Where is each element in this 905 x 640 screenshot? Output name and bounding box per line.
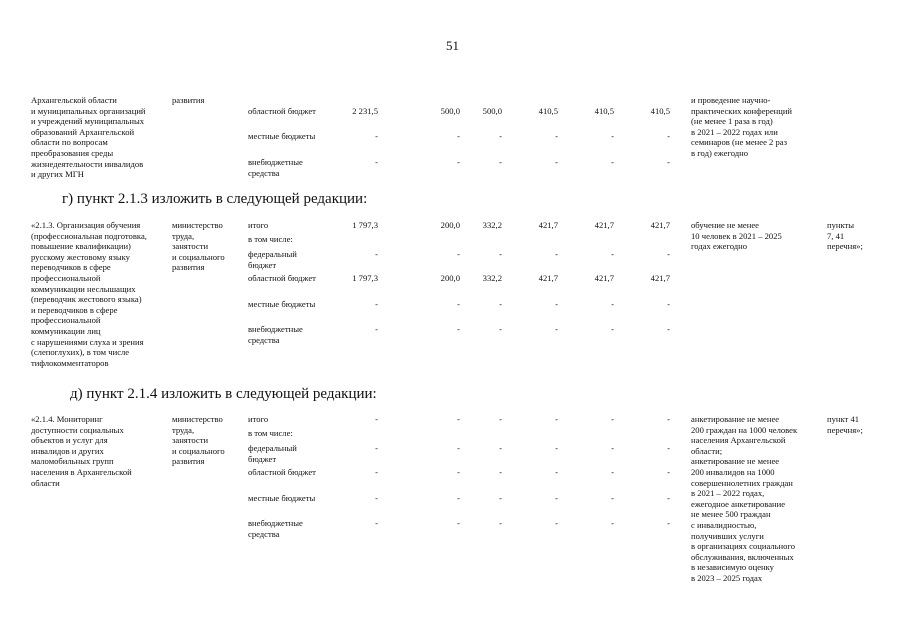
funding-value: -	[611, 324, 614, 334]
section-heading: г) пункт 2.1.3 изложить в следующей редакции:	[62, 191, 368, 207]
funding-value: -	[457, 414, 460, 424]
funding-value: -	[667, 157, 670, 167]
funding-value: -	[667, 467, 670, 477]
event-description-line: маломобильных групп	[31, 456, 114, 467]
funding-source-label: областной бюджет	[248, 106, 316, 116]
funding-value: -	[667, 299, 670, 309]
expected-result-line: в независимую оценку	[691, 562, 774, 573]
funding-value: -	[457, 493, 460, 503]
funding-value: 332,2	[482, 273, 502, 283]
funding-value: -	[457, 131, 460, 141]
event-description-line: «2.1.3. Организация обучения	[31, 220, 141, 230]
funding-value: -	[375, 467, 378, 477]
funding-source-label: федеральный бюджет	[248, 443, 297, 464]
funding-value: -	[499, 414, 502, 424]
executor-line: развития	[172, 95, 205, 105]
section-heading: д) пункт 2.1.4 изложить в следующей редакции:	[70, 386, 377, 402]
funding-value: -	[611, 467, 614, 477]
funding-value: 421,7	[538, 273, 558, 283]
funding-value: -	[667, 443, 670, 453]
expected-result-line: не менее 500 граждан	[691, 509, 771, 520]
funding-value: -	[611, 249, 614, 259]
expected-result-line: (не менее 1 раза в год)	[691, 116, 773, 127]
funding-value: -	[499, 299, 502, 309]
event-description-line: преобразования среды	[31, 148, 114, 158]
event-description-line: жизнедеятельности инвалидов	[31, 158, 144, 169]
page-number: 51	[446, 38, 459, 53]
executor-line: развития	[172, 456, 205, 467]
note-line: перечня»;	[827, 424, 863, 435]
funding-value: -	[499, 467, 502, 477]
event-description-line: и муниципальных организаций	[31, 105, 146, 116]
expected-result-line: населения Архангельской	[691, 435, 786, 446]
funding-value: -	[611, 157, 614, 167]
funding-value: -	[499, 518, 502, 528]
funding-source-label: внебюджетные средства	[248, 324, 303, 345]
funding-source-label: внебюджетные средства	[248, 157, 303, 178]
event-description-line: и других МГН	[31, 169, 84, 180]
funding-value: -	[555, 131, 558, 141]
funding-value: -	[555, 324, 558, 334]
event-description-line: области	[31, 477, 60, 488]
executor-line: и социального	[172, 251, 225, 262]
event-description-line: доступности социальных	[31, 424, 124, 435]
funding-value: 421,7	[594, 273, 614, 283]
funding-value: 200,0	[440, 220, 460, 230]
expected-result-line: 200 инвалидов на 1000	[691, 467, 775, 477]
funding-value: 421,7	[650, 273, 670, 283]
event-description-line: (переводчик жестового языка)	[31, 294, 142, 305]
funding-value: -	[375, 157, 378, 167]
funding-value: 410,5	[594, 106, 614, 116]
executor-line: труда,	[172, 230, 195, 241]
event-description-line: области по вопросам	[31, 137, 108, 148]
funding-source-label: областной бюджет	[248, 273, 316, 283]
funding-value: -	[555, 493, 558, 503]
funding-value: 2 231,5	[352, 106, 378, 116]
expected-result-line: области;	[691, 445, 723, 456]
expected-result-line: в 2021 – 2022 годах,	[691, 488, 765, 499]
event-description-line: и переводчиков в сфере	[31, 304, 118, 315]
funding-value: -	[611, 493, 614, 503]
event-description-line: Архангельской области	[31, 95, 117, 105]
funding-value: -	[375, 324, 378, 334]
event-description-line: (профессиональная подготовка,	[31, 230, 147, 241]
executor-line: занятости	[172, 241, 209, 252]
note-line: 7, 41	[827, 230, 845, 241]
expected-result-line: практических конференций	[691, 105, 793, 116]
funding-value: 332,2	[482, 220, 502, 230]
funding-value: -	[499, 324, 502, 334]
funding-value: 410,5	[538, 106, 558, 116]
expected-result-line: в 2021 – 2022 годах или	[691, 126, 778, 137]
expected-result-line: годах ежегодно	[691, 241, 748, 252]
event-description-line: переводчиков в сфере	[31, 262, 111, 273]
funding-value: -	[555, 249, 558, 259]
funding-value: 500,0	[440, 106, 460, 116]
funding-value: -	[667, 414, 670, 424]
funding-value: -	[375, 249, 378, 259]
event-description-line: объектов и услуг для	[31, 435, 108, 446]
expected-result-line: семинаров (не менее 2 раз	[691, 137, 787, 148]
event-description-line: коммуникации лиц	[31, 326, 101, 336]
funding-value: 1 797,3	[352, 220, 378, 230]
funding-source-label: местные бюджеты	[248, 131, 316, 141]
funding-value: -	[667, 249, 670, 259]
expected-result-line: ежегодное анкетирование	[691, 498, 786, 509]
funding-value: -	[499, 157, 502, 167]
event-description-line: профессиональной	[31, 315, 101, 326]
expected-result-line: в организациях социального	[691, 541, 796, 552]
expected-result-line: с инвалидностью,	[691, 520, 757, 530]
funding-source-label: местные бюджеты	[248, 299, 316, 309]
funding-value: 200,0	[440, 273, 460, 283]
funding-value: -	[375, 443, 378, 453]
funding-value: -	[499, 249, 502, 259]
funding-value: -	[457, 324, 460, 334]
event-description-line: профессиональной	[31, 273, 101, 283]
expected-result-line: обучение не менее	[691, 220, 759, 230]
event-description-line: коммуникации неслышащих	[31, 283, 136, 294]
funding-value: -	[375, 414, 378, 424]
funding-source-label: федеральный бюджет	[248, 249, 297, 270]
funding-value: -	[555, 414, 558, 424]
funding-value: -	[457, 518, 460, 528]
event-description-line: «2.1.4. Мониторинг	[31, 414, 103, 424]
funding-value: -	[555, 443, 558, 453]
executor-line: министерство	[172, 220, 223, 230]
funding-value: 1 797,3	[352, 273, 378, 283]
event-description-line: с нарушениями слуха и зрения	[31, 336, 144, 347]
event-description-line: повышение квалификации)	[31, 241, 131, 252]
executor-line: развития	[172, 262, 205, 273]
note-line: перечня»;	[827, 241, 863, 252]
expected-result-line: обслуживания, включенных	[691, 551, 794, 562]
expected-result-line: анкетирование не менее	[691, 456, 780, 467]
funding-source-label: в том числе:	[248, 234, 293, 244]
funding-value: -	[457, 249, 460, 259]
funding-value: -	[375, 299, 378, 309]
event-description-line: населения в Архангельской	[31, 467, 132, 477]
event-description-line: инвалидов и других	[31, 445, 104, 456]
event-description-line: (слепоглухих), в том числе	[31, 347, 130, 358]
funding-value: -	[499, 131, 502, 141]
funding-value: 421,7	[650, 220, 670, 230]
expected-result-line: в год) ежегодно	[691, 148, 749, 158]
event-description-line: образований Архангельской	[31, 126, 135, 137]
funding-value: 421,7	[538, 220, 558, 230]
funding-value: -	[555, 467, 558, 477]
expected-result-line: 200 граждан на 1000 человек	[691, 424, 798, 435]
funding-value: -	[499, 443, 502, 453]
funding-value: -	[499, 493, 502, 503]
funding-value: -	[457, 157, 460, 167]
note-line: пункт 41	[827, 414, 860, 424]
funding-value: 421,7	[594, 220, 614, 230]
funding-value: -	[667, 493, 670, 503]
funding-source-label: местные бюджеты	[248, 493, 316, 503]
funding-value: -	[611, 131, 614, 141]
expected-result-line: получивших услуги	[691, 530, 764, 541]
funding-value: -	[457, 443, 460, 453]
funding-source-label: в том числе:	[248, 428, 293, 438]
executor-line: и социального	[172, 445, 225, 456]
expected-result-line: в 2023 – 2025 годах	[691, 573, 763, 583]
executor-line: труда,	[172, 424, 195, 435]
funding-value: -	[375, 131, 378, 141]
funding-value: -	[667, 324, 670, 334]
funding-value: -	[555, 518, 558, 528]
funding-value: -	[667, 518, 670, 528]
funding-value: -	[667, 131, 670, 141]
funding-value: -	[457, 299, 460, 309]
executor-line: занятости	[172, 435, 209, 446]
expected-result-line: и проведение научно-	[691, 95, 771, 105]
funding-value: -	[611, 414, 614, 424]
funding-value: -	[457, 467, 460, 477]
funding-value: -	[555, 299, 558, 309]
funding-value: 410,5	[650, 106, 670, 116]
funding-value: 500,0	[482, 106, 502, 116]
funding-value: -	[611, 443, 614, 453]
expected-result-line: совершеннолетних граждан	[691, 477, 793, 488]
funding-value: -	[611, 299, 614, 309]
funding-source-label: итого	[248, 220, 269, 230]
funding-value: -	[375, 493, 378, 503]
funding-source-label: внебюджетные средства	[248, 518, 303, 539]
event-description-line: и учреждений муниципальных	[31, 116, 145, 127]
executor-line: министерство	[172, 414, 223, 424]
funding-value: -	[375, 518, 378, 528]
event-description-line: русскому жестовому языку	[31, 251, 130, 262]
funding-value: -	[611, 518, 614, 528]
expected-result-line: анкетирование не менее	[691, 414, 780, 424]
expected-result-line: 10 человек в 2021 – 2025	[691, 230, 782, 241]
event-description-line: тифлокомментаторов	[31, 357, 109, 368]
funding-value: -	[555, 157, 558, 167]
note-line: пункты	[827, 220, 855, 230]
funding-source-label: областной бюджет	[248, 467, 316, 477]
funding-source-label: итого	[248, 414, 269, 424]
